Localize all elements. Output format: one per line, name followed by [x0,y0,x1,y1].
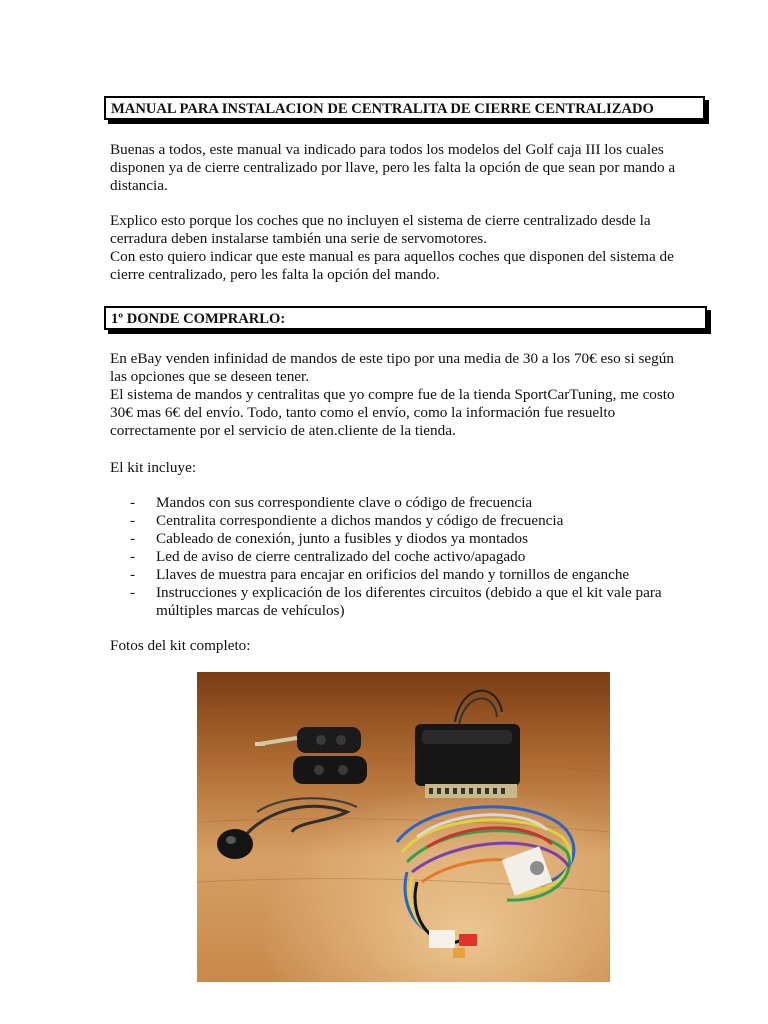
explanation-paragraph [110,212,710,284]
kit-item-text: Instrucciones y explicación de los diferentes circuitos (debido a que el kit vale para [156,584,662,601]
manual-title [104,96,705,120]
list-dash: - [130,548,136,565]
section-heading-where-to-buy [104,306,707,330]
list-dash: - [130,584,136,601]
purchase-line: En eBay venden infinidad de mandos de este tipo por una media de 30 a los 70€ eso si según [110,350,674,367]
manual-title-text: MANUAL PARA INSTALACION DE CENTRALITA DE CIERRE CENTRALIZADO [111,101,654,117]
kit-item-text: Llaves de muestra para encajar en orificios del mando y tornillos de enganche [156,566,630,583]
intro-line: distancia. [110,177,168,194]
purchase-line: las opciones que se deseen tener. [110,368,310,385]
kit-item-text-continued: múltiples marcas de vehículos) [156,602,345,619]
photos-label: Fotos del kit completo: [110,637,251,654]
kit-item [110,512,710,530]
kit-item [110,530,710,548]
list-dash: - [130,494,136,511]
purchase-line: correctamente por el servicio de aten.cliente de la tienda. [110,422,456,439]
list-dash: - [130,512,136,529]
explanation-line: cerradura deben instalarse también una serie de servomotores. [110,230,487,247]
intro-line: Buenas a todos, este manual va indicado para todos los modelos del Golf caja III los cuales [110,141,664,158]
kit-item [110,494,710,512]
kit-item [110,566,710,584]
explanation-line: Con esto quiero indicar que este manual es para aquellos coches que disponen del sistema de [110,248,674,265]
kit-item-text: Cableado de conexión, junto a fusibles y diodos ya montados [156,530,529,547]
intro-line: disponen ya de cierre centralizado por llave, pero les falta la opción de que sean por mando a [110,159,676,176]
list-dash: - [130,566,136,583]
kit-item-text: Led de aviso de cierre centralizado del coche activo/apagado [156,548,526,565]
kit-contents-list [110,494,710,620]
kit-item [110,584,710,620]
purchase-line: El sistema de mandos y centralitas que yo compre fue de la tienda SportCarTuning, me costo [110,386,675,403]
kit-item [110,548,710,566]
purchase-paragraph [110,350,710,440]
intro-paragraph [110,141,710,195]
kit-photo [197,672,610,982]
purchase-line: 30€ mas 6€ del envío. Todo, tanto como el envío, como la información fue resuelto [110,404,616,421]
explanation-line: cierre centralizado, pero les falta la opción del mando. [110,266,440,283]
explanation-line: Explico esto porque los coches que no incluyen el sistema de cierre centralizado desde la [110,212,651,229]
kit-intro: El kit incluye: [110,459,197,476]
kit-item-text: Mandos con sus correspondiente clave o código de frecuencia [156,494,533,511]
kit-item-text: Centralita correspondiente a dichos mandos y código de frecuencia [156,512,564,529]
list-dash: - [130,530,136,547]
section-heading-text: 1º DONDE COMPRARLO: [111,311,286,327]
kit-photo-drawing [197,672,610,982]
